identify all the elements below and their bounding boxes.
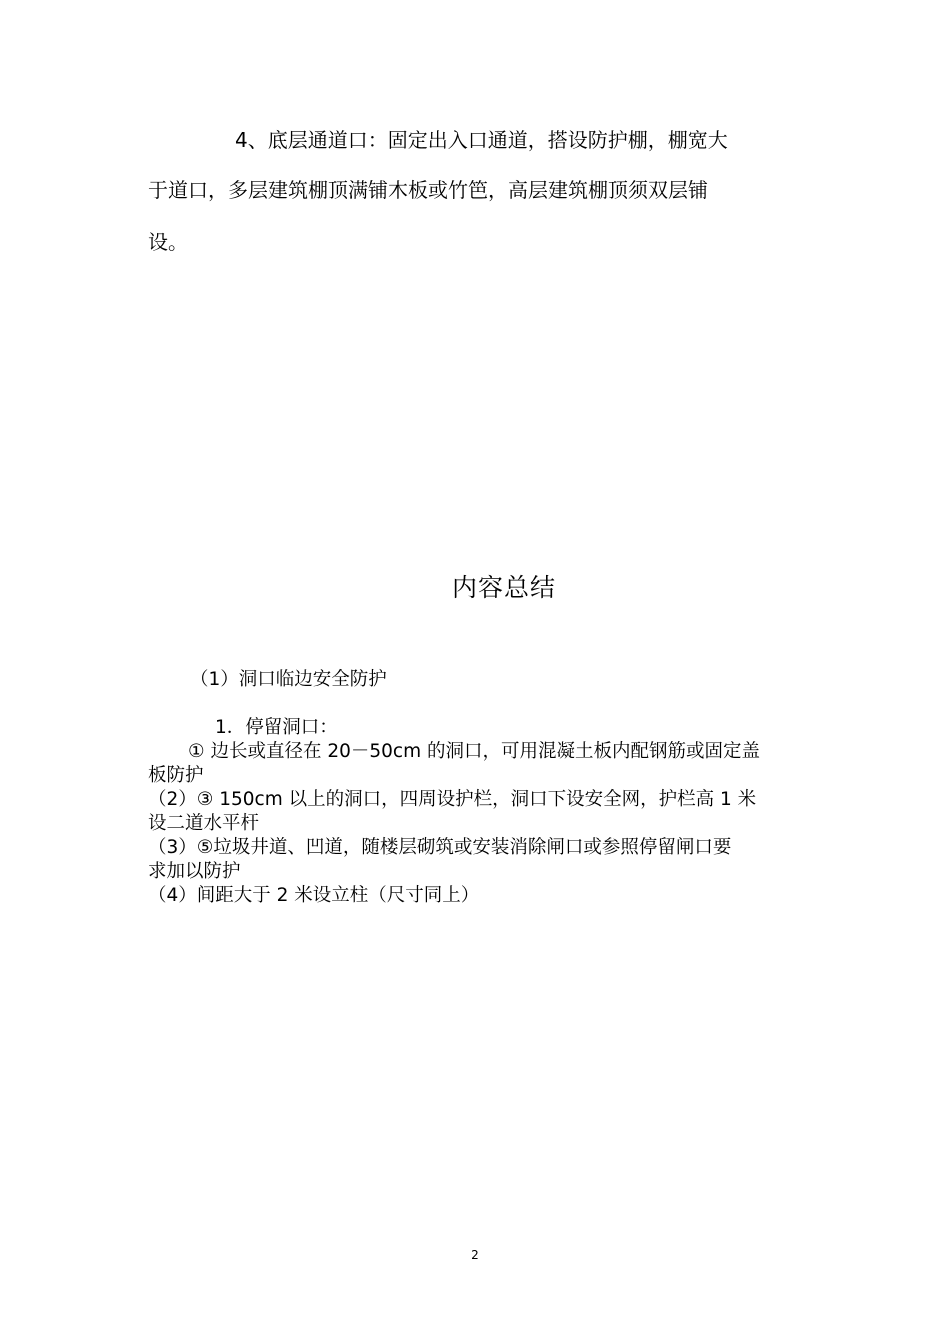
summary-item-2: （2）③ 150cm 以上的洞口，四周设护栏，洞口下设安全网，护栏高 1 米 (148, 789, 757, 810)
paragraph-line-2: 于道口，多层建筑棚顶满铺木板或竹笆，高层建筑棚顶须双层铺 (148, 178, 708, 202)
summary-item-3: （3）⑤垃圾井道、凹道，随楼层砌筑或安装消除闸口或参照停留闸口要 (148, 837, 732, 858)
summary-subheading: 1．停留洞口： (215, 717, 338, 738)
summary-item-3-cont: 求加以防护 (148, 861, 241, 882)
summary-item-2-cont: 设二道水平杆 (148, 813, 260, 834)
summary-item-4: （4）间距大于 2 米设立柱（尺寸同上） (148, 885, 480, 906)
page-number: 2 (471, 1248, 479, 1262)
summary-item-1: ① 边长或直径在 20－50cm 的洞口，可用混凝土板内配钢筋或固定盖 (188, 741, 761, 762)
paragraph-line-3: 设。 (148, 230, 188, 254)
summary-title: 内容总结 (451, 573, 556, 602)
summary-heading-1: （1）洞口临边安全防护 (190, 669, 387, 690)
paragraph-line-1: 4、底层通道口：固定出入口通道，搭设防护棚，棚宽大 (235, 128, 728, 152)
summary-item-1-cont: 板防护 (148, 765, 204, 786)
